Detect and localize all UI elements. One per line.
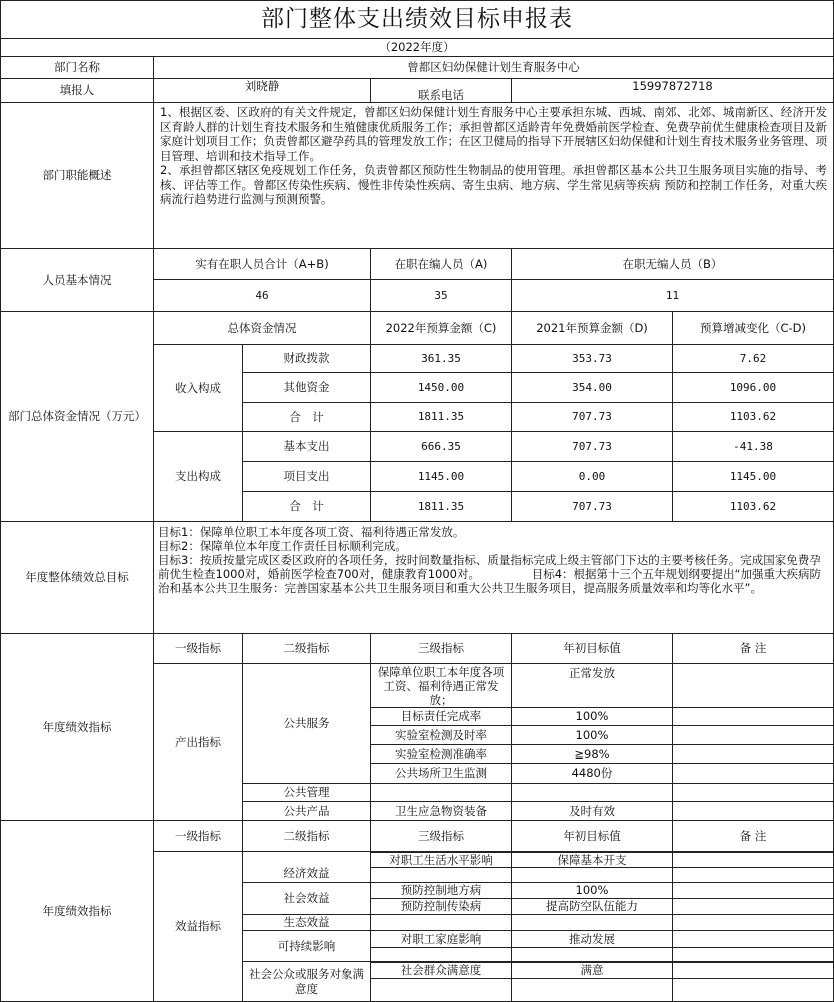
- income-row-1-name: 财政拨款: [242, 344, 371, 373]
- perf2-row-5-remark: [672, 962, 834, 979]
- perf1-header-remark: 备 注: [672, 633, 834, 664]
- perf2-row-3-name: 预防控制传染病: [370, 898, 512, 915]
- goal-line-3: 目标3：按质按量完成区委区政府的各项任务，按时间数量指标、质量指标完成上级主管部门下达的主要考核任务。完成国家免费孕前优生检查1000对，婚前医学检查700对，健康教育1000对。 目标4：根据第十三个五年规划纲要提出“加强重大疾病防治和基本公共卫生服务：完善国家基本公共卫生服务项目和重大公共卫生服务项目，提高服务质量效率和均等化水平”。: [158, 553, 822, 595]
- perf2-econ-spacer-name: [370, 867, 512, 883]
- perf2-level2-satisfaction: 社会公众或服务对象满意度: [242, 961, 371, 1002]
- form-title: 部门整体支出绩效目标申报表: [0, 0, 834, 39]
- perf2-eco-name: [370, 914, 512, 931]
- perf1-level2-public-product: 公共产品: [242, 801, 371, 821]
- perf2-level2-ecological: 生态效益: [242, 914, 371, 931]
- funds-header-c: 2022年预算金额（C): [370, 311, 512, 345]
- perf2-row-3-remark: [672, 898, 834, 915]
- funds-header-d: 2021年预算金额（D): [511, 311, 673, 345]
- expense-label: 支出构成: [153, 431, 243, 522]
- income-row-3-diff: 1103.62: [672, 402, 834, 432]
- perf2-row-3-target: 提高防空队伍能力: [511, 898, 673, 915]
- perf1-row-6-name: 卫生应急物资装备: [370, 801, 512, 821]
- dept-name-label: 部门名称: [0, 56, 154, 79]
- staff-header-b: 在职无编人员（B）: [511, 248, 834, 280]
- perf2-header-remark: 备 注: [672, 820, 834, 852]
- perf2-row-2-target: 100%: [511, 882, 673, 899]
- perf2-sat-bottom-name: [370, 978, 512, 1002]
- goal-line-1: 目标1：保障单位职工本年度各项工资、福利待遇正常发放。: [158, 525, 465, 539]
- expense-row-3-name: 合 计: [242, 491, 371, 522]
- perf2-sus-spacer-remark: [672, 947, 834, 962]
- goals-text: [153, 521, 834, 634]
- perf2-row-4-target: 推动发展: [511, 930, 673, 948]
- form-year: （2022年度）: [0, 38, 834, 57]
- perf1-level2-public-service: 公共服务: [242, 663, 371, 784]
- perf1-level1-output: 产出指标: [153, 663, 243, 821]
- perf2-row-5-target: 满意: [511, 962, 673, 979]
- perf1-header-level2: 二级指标: [242, 633, 371, 664]
- income-row-3-c: 1811.35: [370, 402, 512, 432]
- perf1-row-mgmt-target: [511, 783, 673, 802]
- expense-row-1-name: 基本支出: [242, 431, 371, 462]
- staff-header-total: 实有在职人员合计（A+B): [153, 248, 371, 280]
- perf2-sat-bottom-remark: [672, 978, 834, 1002]
- perf2-level1-benefit: 效益指标: [153, 851, 243, 1002]
- perf1-row-5-name: 公共场所卫生监测: [370, 763, 512, 784]
- funds-header-label: 总体资金情况: [153, 311, 371, 345]
- perf2-header-level2: 二级指标: [242, 820, 371, 852]
- perf2-label: 年度绩效指标: [0, 820, 154, 1002]
- perf2-level2-sustainable: 可持续影响: [242, 930, 371, 962]
- perf2-econ-spacer-target: [511, 867, 673, 883]
- perf2-row-4-remark: [672, 930, 834, 948]
- filler-label: 填报人: [0, 78, 154, 103]
- perf1-row-4-target: ≧98%: [511, 744, 673, 764]
- perf2-row-4-name: 对职工家庭影响: [370, 930, 512, 948]
- income-row-1-d: 353.73: [511, 344, 673, 373]
- income-row-1-diff: 7.62: [672, 344, 834, 373]
- perf2-sat-bottom-target: [511, 978, 673, 1002]
- income-row-3-name: 合 计: [242, 402, 371, 432]
- perf2-header-level1: 一级指标: [153, 820, 243, 852]
- expense-row-1-c: 666.35: [370, 431, 512, 462]
- perf2-level2-social: 社会效益: [242, 882, 371, 915]
- perf1-row-mgmt-remark: [672, 783, 834, 802]
- perf1-header-target: 年初目标值: [511, 633, 673, 664]
- perf2-sus-spacer-target: [511, 947, 673, 962]
- goal-line-2: 目标2：保障单位本年度工作责任目标顺利完成。: [158, 539, 407, 553]
- expense-row-2-d: 0.00: [511, 461, 673, 492]
- perf2-eco-target: [511, 914, 673, 931]
- perf1-row-2-remark: [672, 707, 834, 726]
- perf1-row-3-target: 100%: [511, 725, 673, 745]
- perf1-row-5-remark: [672, 763, 834, 784]
- expense-row-2-name: 项目支出: [242, 461, 371, 492]
- income-row-2-diff: 1096.00: [672, 372, 834, 403]
- expense-row-3-diff: 1103.62: [672, 491, 834, 522]
- dept-name-value: 曾都区妇幼保健计划生育服务中心: [153, 56, 834, 79]
- functions-line-1: 1、根据区委、区政府的有关文件规定，曾都区妇幼保健计划生育服务中心主要承担东城、西城、南郊、北郊、城南新区、经济开发区育龄人群的计划生育技术服务和生殖健康优质服务工作；承担曾都区适龄青年免费婚前医学检查、免费孕前优生健康检查项目及新家庭计划项目工作；负责曾都区避孕药具的管理发放工作；在区卫健局的指导下开展辖区妇幼保健和计划生育技术服务业务管理、项目管理、培训和技术指导工作。: [160, 105, 827, 163]
- perf1-row-6-remark: [672, 801, 834, 821]
- perf2-sus-spacer-name: [370, 947, 512, 962]
- perf1-row-1-target: 正常发放: [511, 663, 673, 708]
- perf1-row-2-name: 目标责任完成率: [370, 707, 512, 726]
- perf2-row-2-remark: [672, 882, 834, 899]
- goals-label: 年度整体绩效总目标: [0, 521, 154, 634]
- income-row-3-d: 707.73: [511, 402, 673, 432]
- perf1-row-1-remark: [672, 663, 834, 708]
- funds-header-diff: 预算增减变化（C-D): [672, 311, 834, 345]
- perf1-level2-public-mgmt: 公共管理: [242, 783, 371, 802]
- perf2-header-target: 年初目标值: [511, 820, 673, 852]
- staff-value-a: 35: [370, 279, 512, 312]
- staff-label: 人员基本情况: [0, 248, 154, 312]
- perf2-header-level3: 三级指标: [370, 820, 512, 852]
- income-row-2-c: 1450.00: [370, 372, 512, 403]
- perf1-row-2-target: 100%: [511, 707, 673, 726]
- perf1-row-mgmt-name: [370, 783, 512, 802]
- perf2-row-1-name: 对职工生活水平影响: [370, 852, 512, 868]
- income-row-2-name: 其他资金: [242, 372, 371, 403]
- phone-label: 联系电话: [370, 78, 512, 103]
- filler-value: 刘晓静: [153, 78, 371, 103]
- perf1-row-6-target: 及时有效: [511, 801, 673, 821]
- functions-label: 部门职能概述: [0, 102, 154, 249]
- staff-header-a: 在职在编人员（A): [370, 248, 512, 280]
- perf1-row-4-name: 实验室检测准确率: [370, 744, 512, 764]
- perf1-row-1-name: 保障单位职工本年度各项工资、福利待遇正常发放；: [370, 663, 512, 708]
- perf1-header-level1: 一级指标: [153, 633, 243, 664]
- income-row-2-d: 354.00: [511, 372, 673, 403]
- expense-row-2-c: 1145.00: [370, 461, 512, 492]
- functions-line-2: 2、承担曾都区辖区免疫规划工作任务，负责曾都区预防性生物制品的使用管理。承担曾都区基本公共卫生服务项目实施的指导、考核、评估等工作。曾都区传染性疾病、慢性非传染性疾病、寄生虫病、地方病、学生常见病等疾病 预防和控制工作任务，对重大疾病流行趋势进行监测与预测预警。: [160, 163, 827, 206]
- perf1-row-4-remark: [672, 744, 834, 764]
- phone-value: 15997872718: [511, 78, 834, 103]
- expense-row-1-d: 707.73: [511, 431, 673, 462]
- staff-value-b: 11: [511, 279, 834, 312]
- perf2-row-2-name: 预防控制地方病: [370, 882, 512, 899]
- perf2-econ-spacer-remark: [672, 867, 834, 883]
- perf1-row-3-remark: [672, 725, 834, 745]
- income-label: 收入构成: [153, 344, 243, 432]
- perf2-row-1-target: 保障基本开支: [511, 852, 673, 868]
- functions-text: [153, 102, 834, 249]
- expense-row-2-diff: 1145.00: [672, 461, 834, 492]
- perf2-row-5-name: 社会群众满意度: [370, 962, 512, 979]
- perf1-header-level3: 三级指标: [370, 633, 512, 664]
- expense-row-3-d: 707.73: [511, 491, 673, 522]
- perf1-row-3-name: 实验室检测及时率: [370, 725, 512, 745]
- expense-row-1-diff: -41.38: [672, 431, 834, 462]
- expense-row-3-c: 1811.35: [370, 491, 512, 522]
- perf2-level2-economic: 经济效益: [242, 851, 371, 883]
- perf2-row-1-remark: [672, 852, 834, 868]
- income-row-1-c: 361.35: [370, 344, 512, 373]
- perf2-eco-remark: [672, 914, 834, 931]
- staff-value-total: 46: [153, 279, 371, 312]
- perf1-row-5-target: 4480份: [511, 763, 673, 784]
- perf1-label: 年度绩效指标: [0, 633, 154, 821]
- funds-label: 部门总体资金情况（万元）: [0, 311, 154, 522]
